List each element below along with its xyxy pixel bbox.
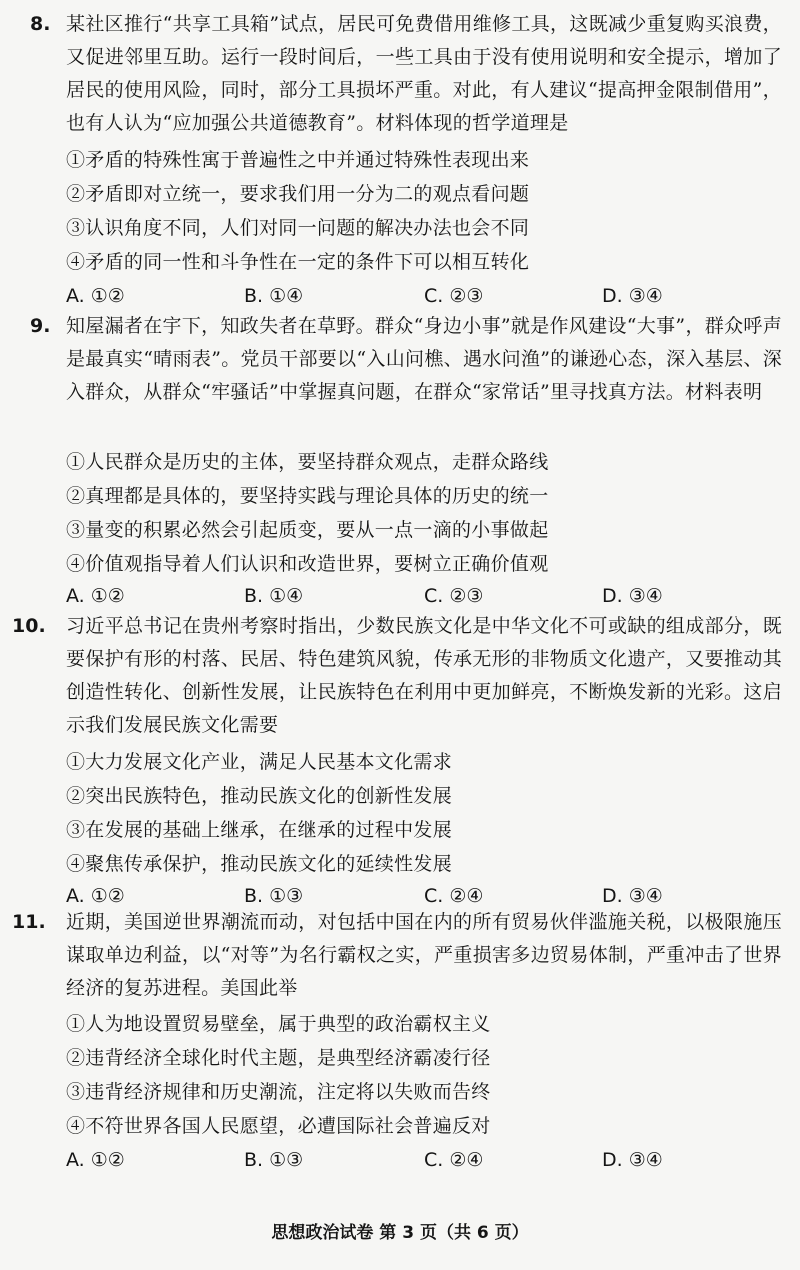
question-stem: 习近平总书记在贵州考察时指出，少数民族文化是中华文化不可或缺的组成部分，既要保护有形的村落、民居、特色建筑风貌，传承无形的非物质文化遗产，又要推动其创造性转化、创新性发展，让民族特色在利用中更加鲜亮，不断焕发新的光彩。这启示我们发展民族文化需要 [66,615,782,736]
option-3: ③在发展的基础上继承，在继承的过程中发展 [66,819,453,841]
option-4: ④不符世界各国人民愿望，必遭国际社会普遍反对 [66,1115,491,1137]
option-3: ③违背经济规律和历史潮流，注定将以失败而告终 [66,1081,491,1103]
question-number: 11. [12,911,46,933]
question-number: 8. [30,13,51,35]
choice-c: C. ②③ [424,285,484,307]
page-footer: 思想政治试卷 第 3 页（共 6 页） [271,1223,529,1243]
question-10 [12,610,790,910]
option-2: ②违背经济全球化时代主题，是典型经济霸凌行径 [66,1047,491,1069]
question-11 [12,906,790,1186]
option-4: ④价值观指导着人们认识和改造世界，要树立正确价值观 [66,553,549,575]
option-1: ①人民群众是历史的主体，要坚持群众观点，走群众路线 [66,451,549,473]
choice-a: A. ①② [66,885,125,907]
option-2: ②突出民族特色，推动民族文化的创新性发展 [66,785,453,807]
choice-c: C. ②④ [424,885,484,907]
choice-c: C. ②③ [424,585,484,607]
choice-b: B. ①④ [244,585,304,607]
choice-c: C. ②④ [424,1149,484,1171]
option-1: ①矛盾的特殊性寓于普遍性之中并通过特殊性表现出来 [66,149,530,171]
question-stem: 某社区推行“共享工具箱”试点，居民可免费借用维修工具，这既减少重复购买浪费，又促进邻里互助。运行一段时间后，一些工具由于没有使用说明和安全提示，增加了居民的使用风险，同时，部分工具损坏严重。对此，有人建议“提高押金限制借用”，也有人认为“应加强公共道德教育”。材料体现的哲学道理是 [66,13,782,134]
question-stem: 知屋漏者在宇下，知政失者在草野。群众“身边小事”就是作风建设“大事”，群众呼声是最真实“晴雨表”。党员干部要以“入山问樵、遇水问渔”的谦逊心态，深入基层、深入群众，从群众“牢骚话”中掌握真问题，在群众“家常话”里寻找真方法。材料表明 [66,315,782,403]
choice-a: A. ①② [66,285,125,307]
option-2: ②矛盾即对立统一，要求我们用一分为二的观点看问题 [66,183,530,205]
question-stem: 近期，美国逆世界潮流而动，对包括中国在内的所有贸易伙伴滥施关税，以极限施压谋取单边利益，以“对等”为名行霸权之实，严重损害多边贸易体制，严重冲击了世界经济的复苏进程。美国此举 [66,911,782,999]
option-3: ③认识角度不同，人们对同一问题的解决办法也会不同 [66,217,530,239]
question-number: 10. [12,615,46,637]
option-2: ②真理都是具体的，要坚持实践与理论具体的历史的统一 [66,485,549,507]
option-4: ④聚焦传承保护，推动民族文化的延续性发展 [66,853,453,875]
choice-d: D. ③④ [602,1149,663,1171]
choice-d: D. ③④ [602,285,663,307]
choice-b: B. ①③ [244,1149,304,1171]
question-9 [30,310,790,610]
answer-choices [66,280,786,313]
option-3: ③量变的积累必然会引起质变，要从一点一滴的小事做起 [66,519,549,541]
choice-d: D. ③④ [602,885,663,907]
option-1: ①人为地设置贸易壁垒，属于典型的政治霸权主义 [66,1013,491,1035]
choice-b: B. ①③ [244,885,304,907]
answer-choices [66,1144,786,1177]
question-8 [30,8,790,313]
choice-a: A. ①② [66,585,125,607]
choice-d: D. ③④ [602,585,663,607]
answer-choices [66,580,786,613]
option-1: ①大力发展文化产业，满足人民基本文化需求 [66,751,453,773]
option-4: ④矛盾的同一性和斗争性在一定的条件下可以相互转化 [66,251,530,273]
choice-a: A. ①② [66,1149,125,1171]
question-number: 9. [30,315,51,337]
choice-b: B. ①④ [244,285,304,307]
